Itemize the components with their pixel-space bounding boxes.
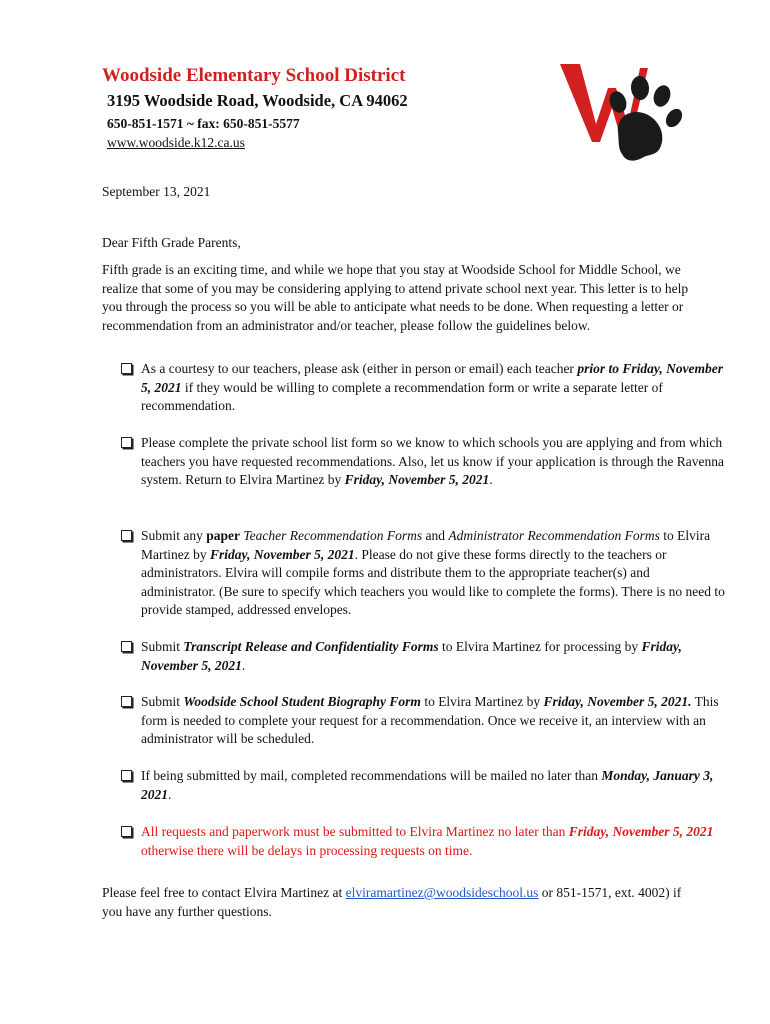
closing-paragraph xyxy=(102,884,702,921)
guideline-text-segment: Submit any xyxy=(141,528,207,543)
guideline-item xyxy=(121,767,726,804)
guideline-text-segment: paper xyxy=(206,528,241,543)
guideline-text-segment: . xyxy=(489,472,493,488)
guideline-item xyxy=(121,823,726,860)
guideline-text-segment: Woodside School Student Biography Form xyxy=(183,694,421,709)
letter-date: September 13, 2021 xyxy=(102,184,211,199)
guideline-text-segment: Administrator Recommendation Forms xyxy=(448,528,660,543)
guideline-text-segment: to Elvira Martinez by xyxy=(420,694,544,709)
guideline-text-segment: Monday, January 3, 2021 xyxy=(141,768,714,802)
guideline-text-segment: to Elvira Martinez for processing by xyxy=(438,639,642,654)
paw-toe-4 xyxy=(663,106,686,130)
guideline-text-segment: All requests and paperwork must be submitted to Elvira Martinez no later than xyxy=(141,824,569,839)
guideline-item xyxy=(121,693,726,749)
guideline-item xyxy=(121,527,726,620)
guideline-text-segment: . Please do not give these forms directly to the teachers or administrators. Elvira will compile forms and distribute them to the appropriate teacher(s) and administrator. (Be sure to specify which teachers you would like to complete the forms). There is no need to provide stamped, addressed envelopes. xyxy=(141,546,725,618)
guideline-item xyxy=(121,360,726,416)
checkbox-bullet-icon xyxy=(121,696,132,707)
guideline-text-segment: Friday, November 5, 2021 xyxy=(141,639,682,673)
checkbox-bullet-icon xyxy=(121,641,132,652)
closing-text-after: or 851-1571, ext. 4002) if you have any further questions. xyxy=(102,885,682,919)
checkbox-bullet-icon xyxy=(121,770,132,781)
guideline-text-segment: Please complete the private school list form so we know to which schools you are applying and from which teachers you have requested recommendations. Also, let us know if your application is through the Ravenna system. Return to Elvira Martinez by xyxy=(141,435,724,488)
checkbox-bullet-icon xyxy=(121,437,132,448)
district-address: 3195 Woodside Road, Woodside, CA 94062 xyxy=(107,91,408,110)
guideline-text-segment: Submit xyxy=(141,639,184,654)
guideline-text-segment: As a courtesy to our teachers, please ask (either in person or email) each teacher xyxy=(141,361,578,376)
guideline-text-segment: to Elvira Martinez by xyxy=(141,528,711,562)
guideline-text-segment: otherwise there will be delays in processing requests on time. xyxy=(141,842,473,858)
letterhead xyxy=(102,64,408,152)
district-phone: 650-851-1571 ~ fax: 650-851-5577 xyxy=(107,116,300,131)
guideline-text-segment: Transcript Release and Confidentiality Forms xyxy=(183,639,439,654)
checkbox-bullet-icon xyxy=(121,530,132,541)
guideline-text-segment: prior to Friday, November 5, 2021 xyxy=(141,361,724,395)
checkbox-bullet-icon xyxy=(121,826,132,837)
intro-paragraph: Fifth grade is an exciting time, and while we hope that you stay at Woodside School for Middle School, we realize that some of you may be considering applying to attend private school next year. This letter is to help you through the process so you will be able to anticipate what needs to be done. When requesting a letter or recommendation from an administrator and/or teacher, please follow the guidelines below. xyxy=(102,262,689,333)
guideline-text-segment: if they would be willing to complete a recommendation form or write a separate letter of recommendation. xyxy=(141,379,663,414)
guideline-text-segment: Friday, November 5, 2021 xyxy=(568,824,714,839)
district-website-link[interactable]: www.woodside.k12.ca.us xyxy=(107,135,245,150)
guideline-text-segment: . xyxy=(241,657,246,673)
district-name: Woodside Elementary School District xyxy=(102,65,406,86)
guideline-text-segment: This form is needed to complete your request for a recommendation. Once we receive it, an interview with an administrator will be scheduled. xyxy=(141,694,719,747)
w-paw-logo-icon xyxy=(556,58,686,168)
checkbox-bullet-icon xyxy=(121,363,132,374)
guideline-text-segment: Submit xyxy=(141,694,184,709)
paw-toe-2 xyxy=(630,75,650,100)
letter-greeting: Dear Fifth Grade Parents, xyxy=(102,235,241,250)
paw-pad-shape xyxy=(618,112,662,161)
closing-text-before: Please feel free to contact Elvira Martinez at xyxy=(102,885,346,900)
guideline-text-segment: Friday, November 5, 2021 xyxy=(209,546,355,562)
contact-email-link[interactable]: elviramartinez@woodsideschool.us xyxy=(345,885,539,900)
guideline-text-segment: If being submitted by mail, completed recommendations will be mailed no later than xyxy=(141,768,602,783)
guideline-item xyxy=(121,638,726,675)
guideline-text-segment: Teacher Recommendation Forms xyxy=(240,528,423,543)
guideline-text-segment: Friday, November 5, 2021. xyxy=(543,694,692,709)
guideline-text-segment: . xyxy=(168,786,172,802)
paw-toe-3 xyxy=(651,83,674,109)
guideline-text-segment: Friday, November 5, 2021 xyxy=(344,472,490,488)
guideline-item xyxy=(121,434,726,490)
guideline-text-segment: and xyxy=(422,528,449,543)
